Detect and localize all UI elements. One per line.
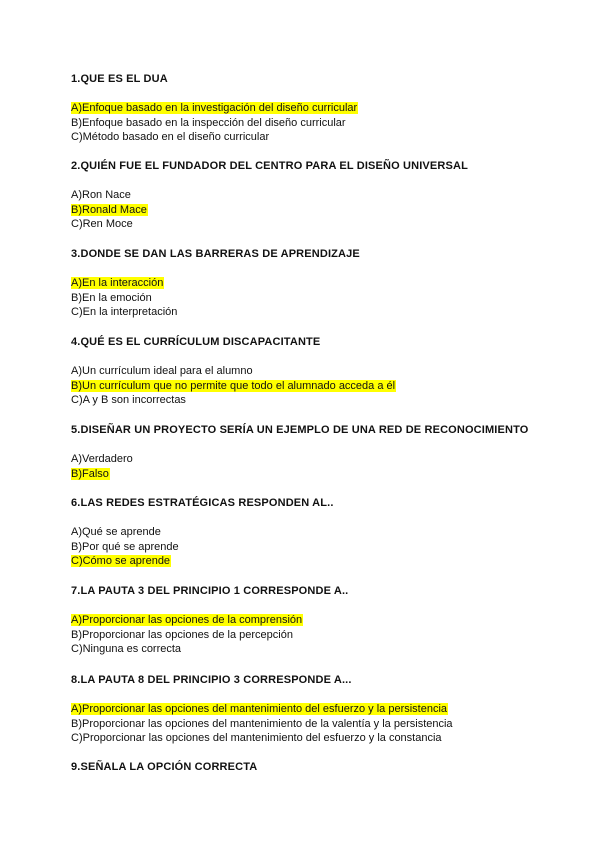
answer-option-text: C)Método basado en el diseño curricular: [71, 131, 270, 144]
highlighted-answer-option: [71, 613, 580, 628]
answer-options: [71, 364, 580, 408]
answer-option-text: A)Ron Nace: [71, 189, 131, 201]
answer-options: [71, 613, 580, 657]
answer-option-text: C)En la interpretación: [71, 306, 178, 319]
question-title: 6.LAS REDES ESTRATÉGICAS RESPONDEN AL..: [71, 497, 334, 509]
question-block: [71, 497, 580, 569]
question-block: [71, 424, 580, 481]
question-block: [71, 248, 580, 320]
question-title: 4.QUÉ ES EL CURRÍCULUM DISCAPACITANTE: [71, 336, 321, 348]
question-block: [71, 336, 580, 408]
answer-options: [71, 188, 580, 232]
highlighted-answer-option: [71, 554, 580, 569]
answer-option: [71, 116, 580, 131]
highlighted-answer-option: [71, 276, 580, 291]
question-block: [71, 585, 580, 657]
answer-option-text: C)A y B son incorrectas: [71, 394, 186, 407]
answer-option-text: B)Por qué se aprende: [71, 540, 179, 553]
answer-option: [71, 628, 580, 643]
answer-option: [71, 540, 580, 555]
question-title: 8.LA PAUTA 8 DEL PRINCIPIO 3 CORRESPONDE A...: [71, 674, 352, 686]
answer-options: [71, 525, 580, 569]
answer-options: [71, 702, 580, 746]
question-title: 7.LA PAUTA 3 DEL PRINCIPIO 1 CORRESPONDE A..: [71, 585, 349, 597]
answer-option: [71, 642, 580, 657]
answer-option: [71, 364, 580, 379]
answer-option-text: C)Ninguna es correcta: [71, 643, 182, 656]
highlighted-answer-option: [71, 203, 580, 218]
highlighted-answer-option: [71, 379, 580, 394]
answer-option-text: B)Proporcionar las opciones del mantenimiento de la valentía y la persistencia: [71, 717, 453, 730]
answer-option-text: B)En la emoción: [71, 291, 152, 304]
question-title: 1.QUE ES EL DUA: [71, 73, 168, 85]
answer-option-text: B)Falso: [71, 467, 109, 480]
answer-option-text: C)Cómo se aprende: [71, 555, 171, 568]
answer-option-text: B)Enfoque basado en la inspección del diseño curricular: [71, 116, 346, 129]
answer-option: [71, 717, 580, 732]
answer-option-text: B)Proporcionar las opciones de la percepción: [71, 628, 293, 641]
highlighted-answer-option: [71, 702, 580, 717]
answer-option-text: B)Ronald Mace: [71, 203, 147, 216]
answer-option: [71, 188, 580, 203]
answer-option: [71, 217, 580, 232]
answer-option: [71, 731, 580, 746]
answer-option-text: A)Proporcionar las opciones del mantenimiento del esfuerzo y la persistencia: [71, 703, 448, 715]
question-block: [71, 761, 580, 774]
answer-option: [71, 452, 580, 467]
answer-option: [71, 291, 580, 306]
answer-options: [71, 276, 580, 320]
answer-option-text: A)Enfoque basado en la investigación del diseño curricular: [71, 102, 358, 114]
answer-options: [71, 101, 580, 145]
answer-option: [71, 305, 580, 320]
answer-option: [71, 130, 580, 145]
answer-option-text: C)Proporcionar las opciones del mantenimiento del esfuerzo y la constancia: [71, 732, 442, 745]
highlighted-answer-option: [71, 467, 580, 482]
question-block: [71, 73, 580, 145]
highlighted-answer-option: [71, 101, 580, 116]
answer-option-text: C)Ren Moce: [71, 218, 133, 231]
question-title: 5.DISEÑAR UN PROYECTO SERÍA UN EJEMPLO DE UNA RED DE RECONOCIMIENTO: [71, 424, 529, 436]
question-title: 3.DONDE SE DAN LAS BARRERAS DE APRENDIZAJE: [71, 248, 360, 260]
question-title: 9.SEÑALA LA OPCIÓN CORRECTA: [71, 761, 258, 773]
question-block: [71, 160, 580, 232]
answer-option: [71, 525, 580, 540]
question-block: [71, 674, 580, 746]
answer-option: [71, 393, 580, 408]
answer-option-text: B)Un currículum que no permite que todo el alumnado acceda a él: [71, 379, 396, 392]
answer-option-text: A)Qué se aprende: [71, 526, 161, 538]
answer-option-text: A)En la interacción: [71, 277, 164, 289]
question-title: 2.QUIÉN FUE EL FUNDADOR DEL CENTRO PARA EL DISEÑO UNIVERSAL: [71, 160, 468, 172]
answer-option-text: A)Un currículum ideal para el alumno: [71, 365, 253, 377]
answer-option-text: A)Verdadero: [71, 453, 133, 465]
answer-option-text: A)Proporcionar las opciones de la comprensión: [71, 614, 303, 626]
answer-options: [71, 452, 580, 481]
